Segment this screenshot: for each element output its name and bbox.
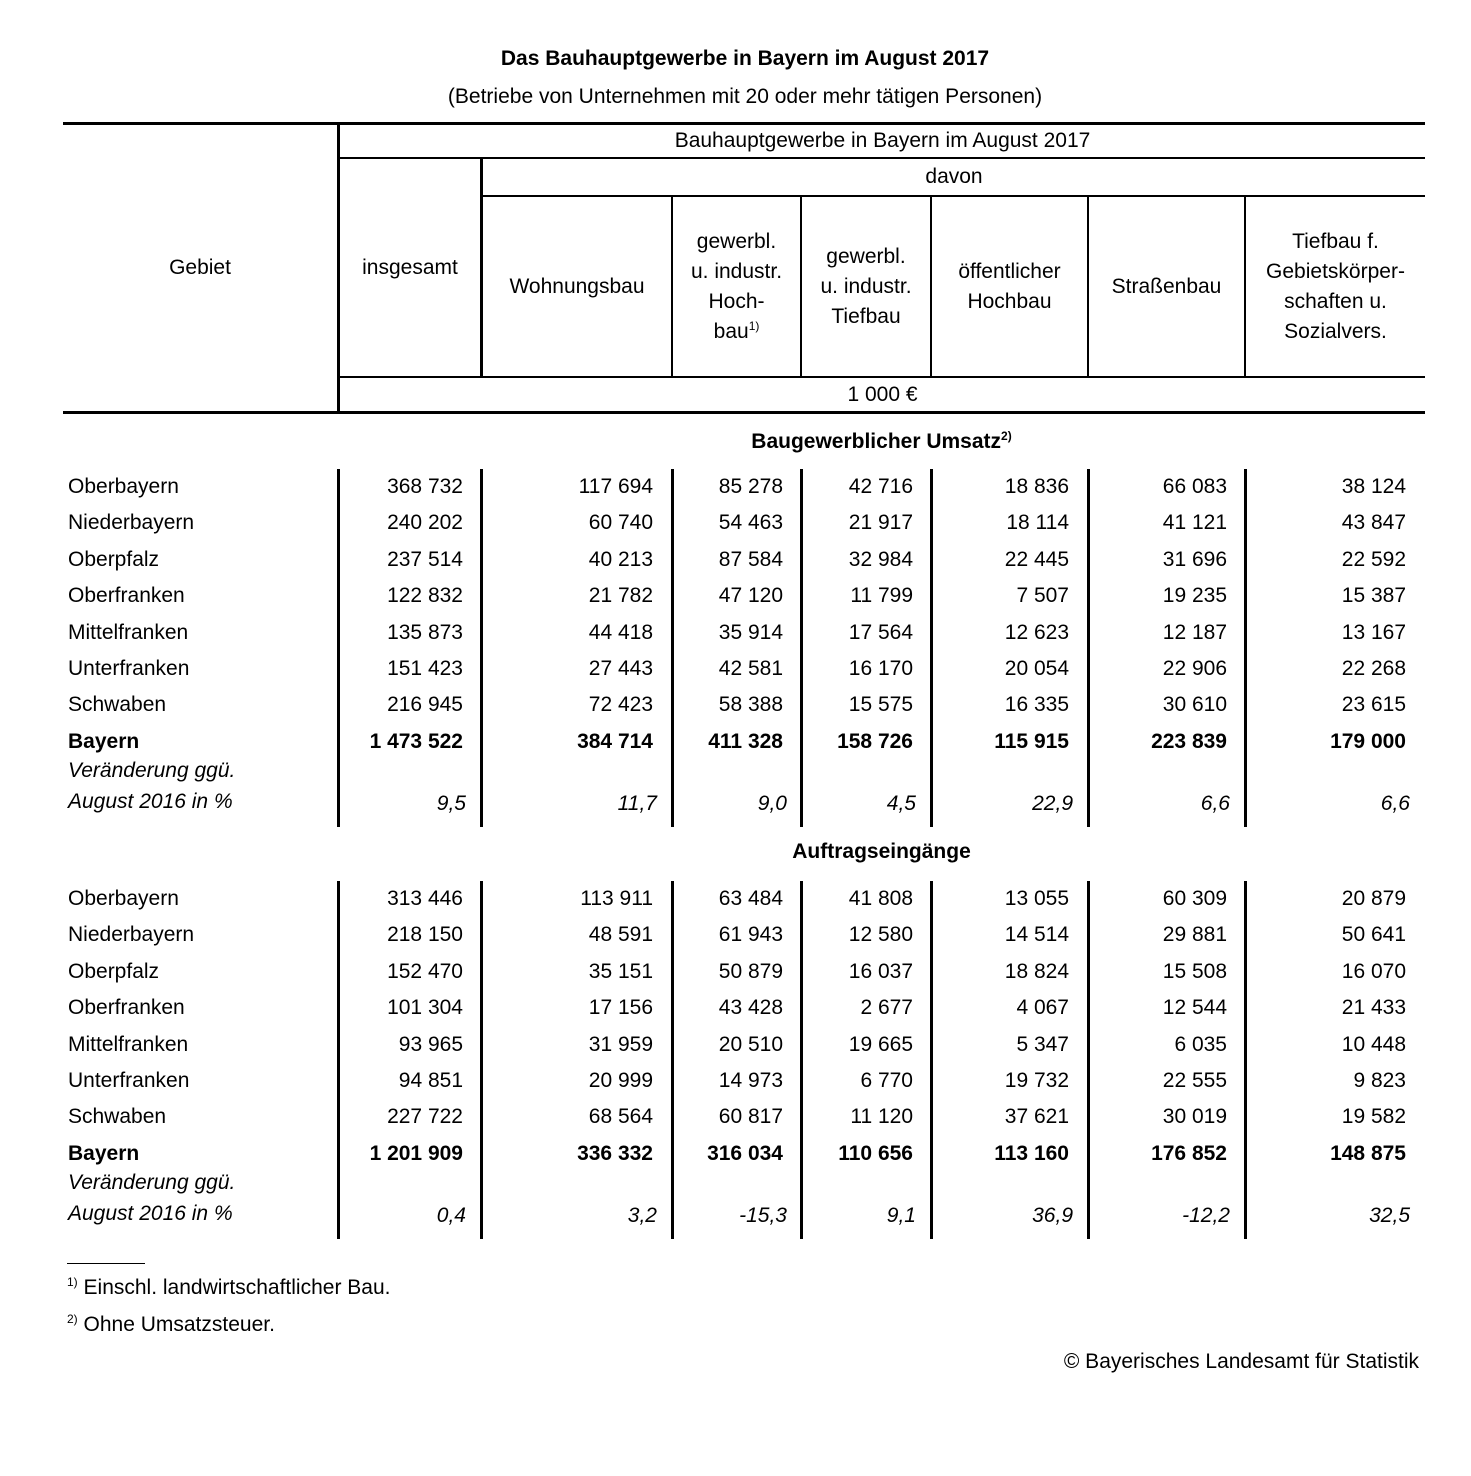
table-cell: 21 782 — [588, 584, 653, 608]
table-cell: 411 328 — [708, 729, 783, 753]
table-row — [0, 578, 1471, 612]
row-label: Unterfranken — [68, 1069, 190, 1092]
row-label: Oberbayern — [68, 887, 179, 910]
row-label: Oberpfalz — [68, 959, 160, 983]
table-cell: 313 446 — [387, 887, 463, 910]
page-title: Das Bauhauptgewerbe in Bayern im August 2017 — [500, 47, 990, 70]
table-cell: 316 034 — [707, 1141, 783, 1165]
table-cell: 37 621 — [1004, 1105, 1069, 1129]
table-cell: 35 914 — [718, 620, 783, 644]
table-cell: 21 433 — [1341, 996, 1406, 1020]
table-cell: 16 170 — [848, 657, 913, 680]
table-cell: 18 836 — [1004, 475, 1069, 498]
table-cell: 22 906 — [1162, 657, 1227, 680]
table-cell: 16 070 — [1341, 959, 1406, 983]
table-row — [0, 651, 1471, 685]
table-cell: 16 335 — [1004, 693, 1069, 717]
table-cell: 113 160 — [994, 1141, 1069, 1165]
table-cell: 63 484 — [718, 887, 783, 910]
table-cell: 38 124 — [1341, 475, 1406, 498]
section-title-auftragseingaenge: Auftragseingänge — [792, 840, 971, 863]
table-cell: 0,4 — [436, 1203, 466, 1227]
table-cell: -12,2 — [1182, 1203, 1230, 1227]
table-cell: 1 473 522 — [369, 729, 463, 753]
table-cell: 60 817 — [718, 1105, 783, 1129]
table-cell: 50 641 — [1341, 923, 1406, 947]
table-cell: 61 943 — [718, 923, 783, 947]
table-cell: 148 875 — [1330, 1141, 1406, 1165]
table-cell: 17 156 — [588, 996, 653, 1020]
header-spanning: Bauhauptgewerbe in Bayern im August 2017 — [674, 129, 1091, 152]
table-cell: 60 740 — [588, 511, 653, 535]
table-row — [0, 881, 1471, 915]
table-cell: 113 911 — [580, 887, 653, 910]
table-row — [0, 1027, 1471, 1061]
table-cell: 9,0 — [757, 791, 787, 815]
table-cell: 179 000 — [1330, 729, 1406, 753]
table-cell: 6,6 — [1200, 791, 1230, 815]
table-cell: 68 564 — [588, 1105, 653, 1129]
table-cell: 13 167 — [1341, 620, 1406, 644]
table-cell: 87 584 — [718, 547, 783, 571]
table-cell: 40 213 — [588, 547, 653, 571]
table-cell: 3,2 — [627, 1203, 657, 1227]
table-cell: 117 694 — [578, 475, 653, 498]
table-cell: 41 808 — [848, 887, 913, 910]
table-cell: 122 832 — [387, 584, 463, 608]
table-row — [0, 1099, 1471, 1133]
table-cell: 66 083 — [1162, 475, 1227, 498]
row-label: Oberbayern — [68, 475, 179, 498]
table-cell: 152 470 — [387, 959, 463, 983]
table-row — [0, 469, 1471, 503]
table-cell: 5 347 — [1016, 1032, 1069, 1056]
row-label: Oberpfalz — [68, 547, 160, 571]
table-cell: 12 544 — [1162, 996, 1227, 1020]
table-cell: 23 615 — [1341, 693, 1406, 717]
section-title-umsatz: Baugewerblicher Umsatz$^{2)}$ — [751, 429, 1012, 453]
table-cell: 36,9 — [1032, 1203, 1073, 1227]
table-cell: 22 445 — [1004, 547, 1069, 571]
footnote-rule — [67, 1263, 145, 1264]
table-cell: 15 387 — [1341, 584, 1406, 608]
table-row — [0, 687, 1471, 721]
table-cell: -15,3 — [739, 1203, 787, 1227]
table-cell: 1 201 909 — [369, 1141, 463, 1165]
table-cell: 14 973 — [718, 1069, 783, 1092]
table-cell: 11,7 — [617, 791, 657, 815]
table-cell: 11 799 — [850, 584, 913, 608]
header-insgesamt: insgesamt — [362, 255, 458, 279]
table-cell: 14 514 — [1004, 923, 1069, 947]
table-cell: 18 824 — [1004, 959, 1069, 983]
table-cell: 19 732 — [1004, 1069, 1069, 1092]
table-cell: 58 388 — [718, 693, 783, 717]
table-cell: 94 851 — [398, 1069, 463, 1092]
total-row — [0, 1136, 1471, 1170]
row-label: Mittelfranken — [68, 620, 189, 644]
table-cell: 13 055 — [1004, 887, 1069, 910]
table-cell: 48 591 — [588, 923, 653, 947]
table-row — [0, 505, 1471, 539]
copyright: © Bayerisches Landesamt für Statistik — [1063, 1350, 1419, 1373]
table-cell: 16 037 — [848, 959, 913, 983]
header-davon: davon — [925, 165, 983, 188]
footnote-ref-2: 2) — [1001, 429, 1012, 443]
row-label: Unterfranken — [68, 657, 190, 680]
table-cell: 6 770 — [860, 1069, 913, 1092]
table-cell: 43 847 — [1341, 511, 1406, 535]
footnote-ref-1: 1) — [748, 318, 760, 333]
table-cell: 336 332 — [577, 1141, 653, 1165]
table-cell: 17 564 — [848, 620, 913, 644]
total-row — [0, 724, 1471, 758]
header-col-gewerbl-hochbau: gewerbl. u. industr. Hoch- bau$^{1)}$ — [690, 229, 783, 343]
table-cell: 101 304 — [387, 996, 463, 1020]
table-cell: 368 732 — [387, 475, 463, 498]
table-cell: 21 917 — [848, 511, 913, 535]
table-cell: 22,9 — [1032, 791, 1073, 815]
table-cell: 135 873 — [387, 620, 463, 644]
table-row — [0, 990, 1471, 1024]
table-row — [0, 917, 1471, 951]
change-label: Veränderung ggü. August 2016 in % — [68, 758, 236, 813]
table-cell: 9 823 — [1353, 1069, 1406, 1092]
footnote-1: $^{1)}$ Einschl. landwirtschaftlicher Bau. — [67, 1275, 391, 1299]
table-cell: 43 428 — [718, 996, 783, 1020]
table-cell: 6,6 — [1380, 791, 1410, 815]
table-row — [0, 615, 1471, 649]
table-cell: 10 448 — [1341, 1032, 1406, 1056]
table-cell: 42 581 — [718, 657, 783, 680]
table-cell: 44 418 — [588, 620, 653, 644]
row-label: Mittelfranken — [68, 1032, 189, 1056]
table-row — [0, 1198, 1471, 1232]
table-cell: 29 881 — [1162, 923, 1227, 947]
table-cell: 47 120 — [718, 584, 783, 608]
row-label: Oberfranken — [68, 584, 185, 608]
table-cell: 42 716 — [848, 475, 913, 498]
table-cell: 216 945 — [387, 693, 463, 717]
table-cell: 31 696 — [1162, 547, 1227, 571]
header-gebiet: Gebiet — [169, 256, 231, 279]
table-cell: 151 423 — [387, 657, 463, 680]
table-cell: 20 510 — [718, 1032, 783, 1056]
table-cell: 6 035 — [1174, 1032, 1227, 1056]
row-label: Bayern — [68, 1141, 140, 1165]
table-cell: 85 278 — [718, 475, 783, 498]
row-label: Schwaben — [68, 1105, 167, 1129]
header-col-gewerbl-tiefbau: gewerbl. u. industr. Tiefbau — [820, 244, 912, 328]
table-cell: 22 555 — [1162, 1069, 1227, 1092]
table-cell: 2 677 — [860, 996, 913, 1020]
header-unit: 1 000 € — [847, 382, 918, 406]
page-subtitle: (Betriebe von Unternehmen mit 20 oder mehr tätigen Personen) — [447, 85, 1043, 108]
table-cell: 22 592 — [1341, 547, 1406, 571]
footnote-2: $^{2)}$ Ohne Umsatzsteuer. — [67, 1312, 275, 1336]
table-cell: 30 610 — [1162, 693, 1227, 717]
table-cell: 19 665 — [848, 1032, 913, 1056]
table-cell: 19 582 — [1341, 1105, 1406, 1129]
table-cell: 7 507 — [1016, 584, 1069, 608]
table-cell: 12 187 — [1162, 620, 1227, 644]
table-cell: 237 514 — [387, 547, 463, 571]
table-cell: 9,1 — [886, 1203, 916, 1227]
table-cell: 15 508 — [1162, 959, 1227, 983]
table-cell: 22 268 — [1341, 657, 1406, 680]
row-label: Niederbayern — [68, 511, 195, 535]
table-row — [0, 1063, 1471, 1097]
header-col-strassenbau: Straßenbau — [1111, 274, 1222, 298]
table-cell: 384 714 — [577, 729, 653, 753]
header-bottom-rule — [63, 411, 1425, 414]
table-cell: 11 120 — [850, 1105, 913, 1129]
table-cell: 18 114 — [1006, 511, 1069, 535]
table-cell: 218 150 — [387, 923, 463, 947]
row-label: Schwaben — [68, 693, 167, 717]
change-label: Veränderung ggü. August 2016 in % — [68, 1170, 236, 1225]
table-cell: 115 915 — [994, 729, 1069, 753]
table-row — [0, 786, 1471, 820]
table-cell: 240 202 — [387, 511, 463, 535]
table-row — [0, 954, 1471, 988]
row-label: Bayern — [68, 729, 140, 753]
table-cell: 30 019 — [1162, 1105, 1227, 1129]
table-cell: 223 839 — [1151, 729, 1227, 753]
table-cell: 176 852 — [1151, 1141, 1227, 1165]
row-label: Oberfranken — [68, 996, 185, 1020]
table-cell: 12 623 — [1004, 620, 1069, 644]
table-cell: 54 463 — [718, 511, 783, 535]
table-cell: 35 151 — [588, 959, 653, 983]
header-col-tiefbau-gebietskoerperschaften: Tiefbau f. Gebietskörper- schaften u. Sozialvers. — [1266, 229, 1405, 343]
table-cell: 20 999 — [588, 1069, 653, 1092]
table-cell: 93 965 — [398, 1032, 463, 1056]
table-cell: 20 054 — [1004, 657, 1069, 680]
table-cell: 15 575 — [848, 693, 913, 717]
table-cell: 72 423 — [588, 693, 653, 717]
table-cell: 4,5 — [886, 791, 916, 815]
table-cell: 20 879 — [1341, 887, 1406, 910]
table-row — [0, 542, 1471, 576]
table-cell: 32 984 — [848, 547, 913, 571]
table-cell: 19 235 — [1162, 584, 1227, 608]
table-cell: 227 722 — [387, 1105, 463, 1129]
table-cell: 41 121 — [1162, 511, 1227, 535]
header-col-wohnungsbau: Wohnungsbau — [509, 274, 645, 298]
table-cell: 27 443 — [588, 657, 653, 680]
table-cell: 12 580 — [848, 923, 913, 947]
table-cell: 158 726 — [837, 729, 913, 753]
header-col-oeffentlicher-hochbau: öffentlicher Hochbau — [958, 259, 1061, 313]
table-cell: 4 067 — [1016, 996, 1069, 1020]
table-cell: 60 309 — [1162, 887, 1227, 910]
table-cell: 32,5 — [1369, 1203, 1410, 1227]
row-label: Niederbayern — [68, 923, 195, 947]
table-cell: 110 656 — [838, 1141, 913, 1165]
table-cell: 9,5 — [436, 791, 466, 815]
table-cell: 50 879 — [718, 959, 783, 983]
table-cell: 31 959 — [588, 1032, 653, 1056]
